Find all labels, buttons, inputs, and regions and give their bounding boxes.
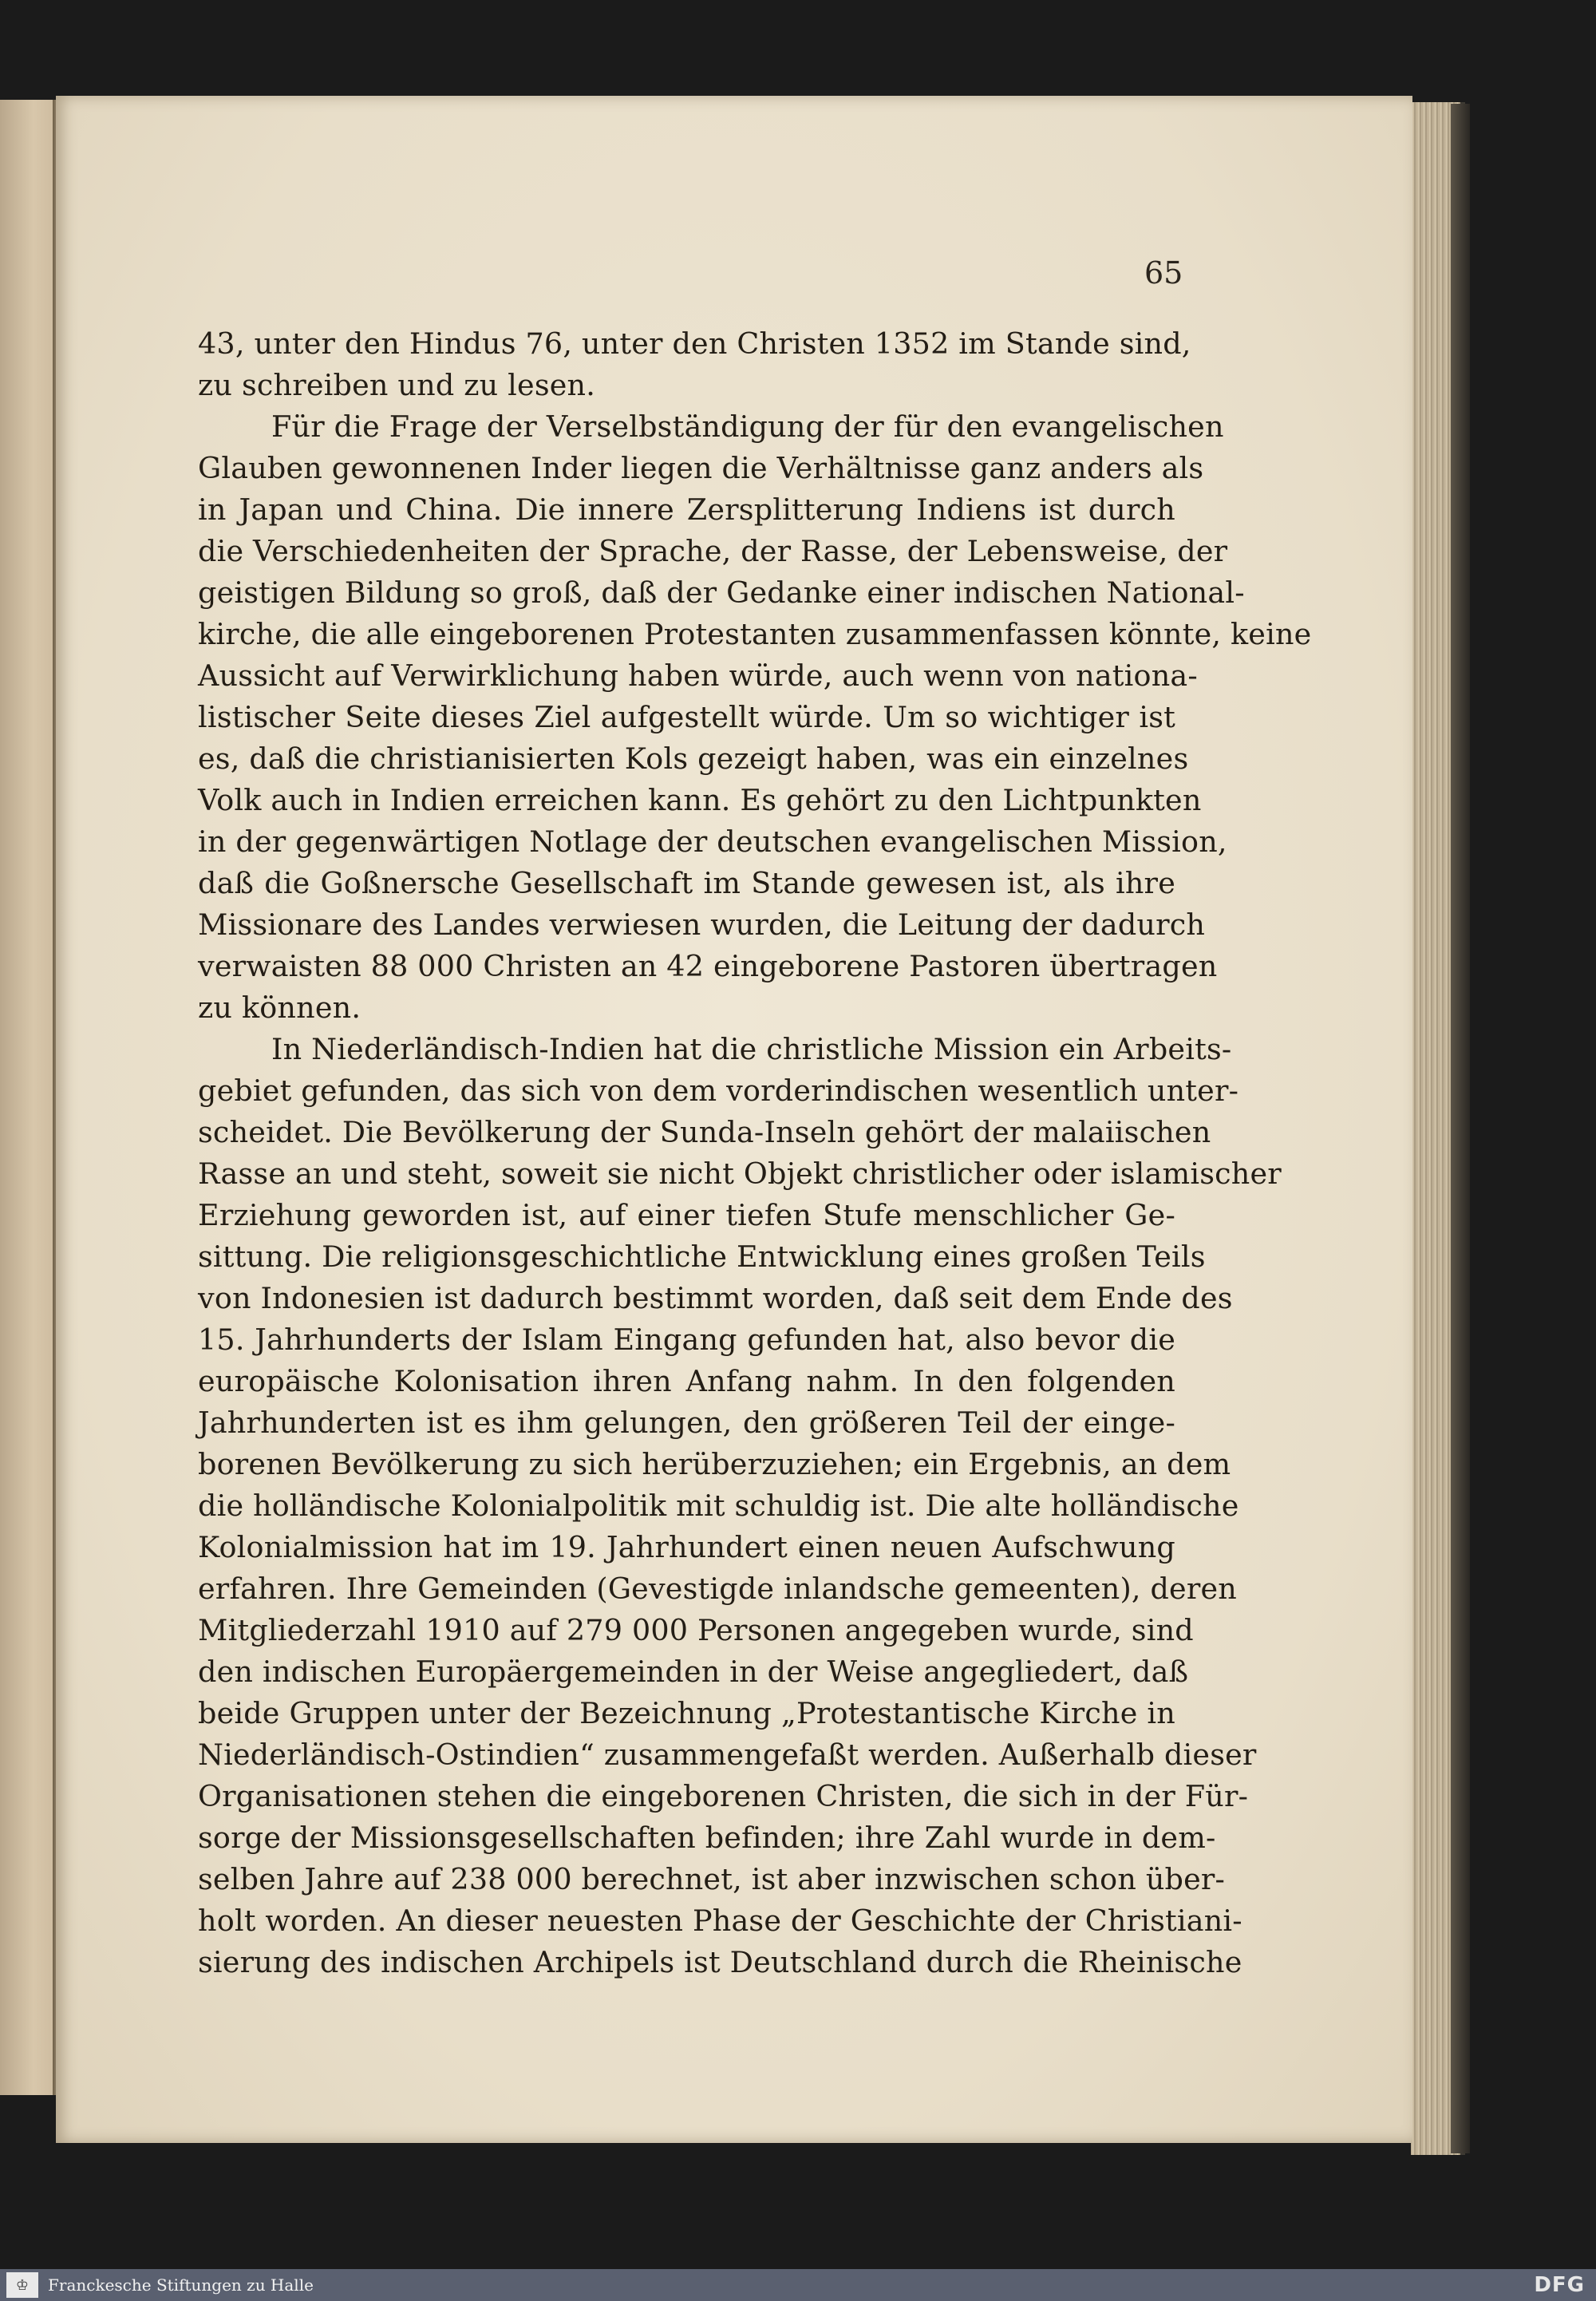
text-line: erfahren. Ihre Gemeinden (Gevestigde inlandsche gemeenten), deren xyxy=(198,1572,1238,1606)
text-line: verwaisten 88 000 Christen an 42 eingeborene Pastoren übertragen xyxy=(198,949,1218,983)
text-line: Kolonialmission hat im 19. Jahrhundert einen neuen Aufschwung xyxy=(198,1530,1175,1564)
text-line: geistigen Bildung so groß, daß der Gedanke einer indischen National- xyxy=(198,575,1245,610)
text-line: in der gegenwärtigen Notlage der deutschen evangelischen Mission, xyxy=(198,824,1227,859)
text-line: Jahrhunderten ist es ihm gelungen, den größeren Teil der einge- xyxy=(198,1406,1175,1440)
text-line: Organisationen stehen die eingeborenen Christen, die sich in der Für- xyxy=(198,1779,1249,1813)
text-line: Aussicht auf Verwirklichung haben würde, auch wenn von nationa- xyxy=(198,658,1198,693)
text-line: Niederländisch-Ostindien“ zusammengefaßt werden. Außerhalb dieser xyxy=(198,1738,1257,1772)
text-line: die Verschiedenheiten der Sprache, der Rasse, der Lebensweise, der xyxy=(198,534,1228,568)
viewer-footer xyxy=(0,2269,1596,2301)
text-line: sierung des indischen Archipels ist Deutschland durch die Rheinische xyxy=(198,1945,1242,1979)
text-line: sorge der Missionsgesellschaften befinden; ihre Zahl wurde in dem- xyxy=(198,1821,1216,1855)
text-line: Erziehung geworden ist, auf einer tiefen Stufe menschlicher Ge- xyxy=(198,1198,1175,1232)
text-line: beide Gruppen unter der Bezeichnung „Protestantische Kirche in xyxy=(198,1696,1175,1730)
text-line: zu können. xyxy=(198,990,361,1025)
text-line: 15. Jahrhunderts der Islam Eingang gefunden hat, also bevor die xyxy=(198,1322,1175,1357)
text-line: daß die Goßnersche Gesellschaft im Stande gewesen ist, als ihre xyxy=(198,866,1175,900)
text-line: in Japan und China. Die innere Zersplitterung Indiens ist durch xyxy=(198,492,1175,527)
text-line: zu schreiben und zu lesen. xyxy=(198,368,596,402)
facing-page-edge xyxy=(0,100,57,2095)
text-line: den indischen Europäergemeinden in der Weise angegliedert, daß xyxy=(198,1655,1189,1689)
text-line: holt worden. An dieser neuesten Phase der Geschichte der Christiani- xyxy=(198,1904,1242,1938)
text-line: selben Jahre auf 238 000 berechnet, ist aber inzwischen schon über- xyxy=(198,1862,1226,1896)
text-line: kirche, die alle eingeborenen Protestanten zusammenfassen könnte, keine xyxy=(198,617,1312,651)
text-line: sittung. Die religionsgeschichtliche Entwicklung eines großen Teils xyxy=(198,1239,1206,1274)
text-line: von Indonesien ist dadurch bestimmt worden, daß seit dem Ende des xyxy=(198,1281,1233,1315)
text-line: gebiet gefunden, das sich von dem vorderindischen wesentlich unter- xyxy=(198,1073,1239,1108)
text-line: Rasse an und steht, soweit sie nicht Objekt christlicher oder islamischer xyxy=(198,1156,1282,1191)
text-line: In Niederländisch-Indien hat die christliche Mission ein Arbeits- xyxy=(271,1032,1232,1066)
text-line: Missionare des Landes verwiesen wurden, die Leitung der dadurch xyxy=(198,907,1206,942)
text-line: die holländische Kolonialpolitik mit schuldig ist. Die alte holländische xyxy=(198,1489,1239,1523)
text-line: es, daß die christianisierten Kols gezeigt haben, was ein einzelnes xyxy=(198,741,1189,776)
body-text xyxy=(198,323,1312,1983)
dfg-logo: DFG xyxy=(1534,2273,1585,2297)
page-number: 65 xyxy=(1144,255,1183,291)
text-line: borenen Bevölkerung zu sich herüberzuziehen; ein Ergebnis, an dem xyxy=(198,1447,1231,1481)
text-line: Mitgliederzahl 1910 auf 279 000 Personen angegeben wurde, sind xyxy=(198,1613,1194,1647)
text-line: Volk auch in Indien erreichen kann. Es gehört zu den Lichtpunkten xyxy=(198,783,1202,817)
text-line: listischer Seite dieses Ziel aufgestellt würde. Um so wichtiger ist xyxy=(198,700,1175,734)
text-line: europäische Kolonisation ihren Anfang nahm. In den folgenden xyxy=(198,1364,1175,1398)
book-cover-edge xyxy=(1451,104,1470,2153)
text-line: scheidet. Die Bevölkerung der Sunda-Inseln gehört der malaiischen xyxy=(198,1115,1211,1149)
franckesche-stiftungen-logo-icon: ♔ xyxy=(6,2272,38,2298)
text-line: Für die Frage der Verselbständigung der für den evangelischen xyxy=(271,409,1224,444)
text-line: 43, unter den Hindus 76, unter den Christen 1352 im Stande sind, xyxy=(198,326,1191,361)
institution-name: Franckesche Stiftungen zu Halle xyxy=(48,2275,314,2295)
text-line: Glauben gewonnenen Inder liegen die Verhältnisse ganz anders als xyxy=(198,451,1204,485)
